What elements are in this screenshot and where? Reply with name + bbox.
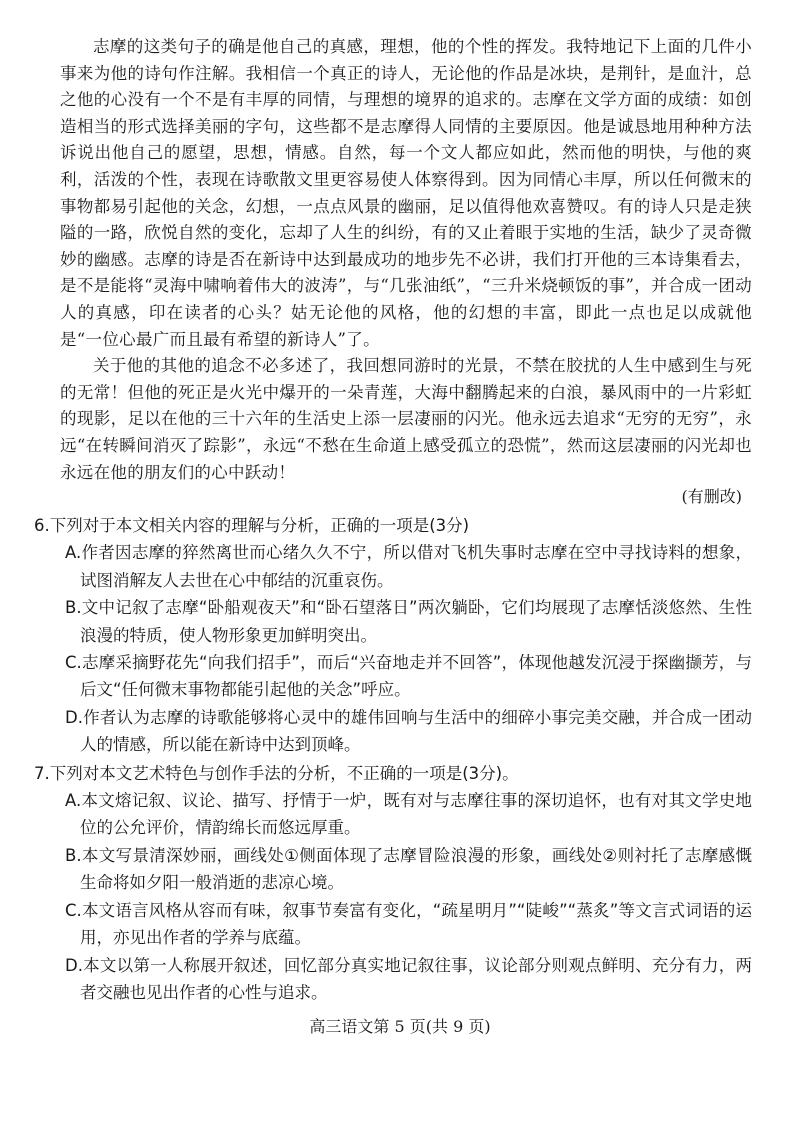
attribution-note: (有删改): [681, 487, 742, 506]
reading-passage: [60, 34, 752, 486]
question-section: [34, 512, 752, 1007]
passage-paragraph-1: 志摩的这类句子的确是他自己的真感，理想，他的个性的挥发。我特地记下上面的几件小事来为他的诗句作注解。我相信一个真正的诗人，无论他的作品是冰块，是荆针，是血汁，总之他的心没有一个不是有丰厚的同情，与理想的境界的追求的。志摩在文学方面的成绩：如创造相当的形式选择美丽的字句，这些都不是志摩得人同情的主要原因。他是诚恳地用种种方法诉说出他自己的愿望，思想，情感。自然，每一个文人都应如此，然而他的明快，与他的爽利，活泼的个性，表现在诗歌散文里更容易使人体察得到。因为同情心丰厚，所以任何微末的事物都易引起他的关念，幻想，一点点风景的幽丽，足以值得他欢喜赞叹。有的诗人只是走狭隘的一路，欣悦自然的变化，忘却了人生的纠纷，有的又止着眼于实地的生活，缺少了灵奇微妙的幽感。志摩的诗是否在新诗中达到最成功的地步先不必讲，我们打开他的三本诗集看去，是不是能将“灵海中啸响着伟大的波涛”，与“几张油纸”，“三升米烧顿饭的事”，并合成一团动人的真感，印在读者的心头？姑无论他的风格，他的幻想的丰富，即此一点也足以成就他是“一位心最广而且最有希望的新诗人”了。: [60, 37, 752, 349]
question-7: [34, 760, 752, 1007]
option-d: D.本文以第一人称展开叙述，回忆部分真实地记叙往事，议论部分则观点鲜明、充分有力，两者交融也见出作者的心性与追求。: [65, 955, 752, 1002]
passage-paragraph-2: 关于他的其他的追念不必多述了，我回想同游时的光景，不禁在胶扰的人生中感到生与死的无常！但他的死正是火光中爆开的一朵青莲，大海中翻腾起来的白浪，暴风雨中的一片彩虹的现影，足以在他的三十六年的生活史上添一层凄丽的闪光。他永远去追求“无穷的无穷”，永远“在转瞬间消灭了踪影”，永远“不愁在生命道上感受孤立的恐慌”，然而这层凄丽的闪光却也永远在他的朋友们的心中跃动！: [60, 356, 752, 482]
page-footer: 高三语文第 5 页(共 9 页): [309, 1017, 491, 1036]
option-d: D.作者认为志摩的诗歌能够将心灵中的雄伟回响与生活中的细碎小事完美交融，并合成一团动人的情感，所以能在新诗中达到顶峰。: [65, 707, 752, 755]
option-a: A.作者因志摩的猝然离世而心绪久久不宁，所以借对飞机失事时志摩在空中寻找诗料的想象，试图消解友人去世在心中郁结的沉重哀伤。: [65, 543, 752, 590]
option-c: C.本文语言风格从容而有味，叙事节奏富有变化，“疏星明月”“陡峻”“蒸炙”等文言式词语的运用，亦见出作者的学养与底蕴。: [65, 900, 752, 948]
option-c: C.志摩采摘野花先“向我们招手”，而后“兴奋地走并不回答”，体现他越发沉浸于探幽撷芳，与后文“任何微末事物都能引起他的关念”呼应。: [65, 653, 752, 700]
question-stem: 7.下列对本文艺术特色与创作手法的分析，不正确的一项是(3分)。: [34, 763, 519, 783]
option-b: B.本文写景清深妙丽，画线处①侧面体现了志摩冒险浪漫的形象，画线处②则衬托了志摩感慨生命将如夕阳一般消逝的悲凉心境。: [65, 845, 752, 893]
option-b: B.文中记叙了志摩“卧船观夜天”和“卧石望落日”两次躺卧，它们均展现了志摩恬淡悠然、生性浪漫的特质，使人物形象更加鲜明突出。: [65, 598, 752, 645]
question-stem: 6.下列对于本文相关内容的理解与分析，正确的一项是(3分): [34, 516, 470, 535]
question-6: [34, 512, 752, 759]
option-a: A.本文熔记叙、议论、描写、抒情于一炉，既有对与志摩往事的深切追怀，也有对其文学史地位的公允评价，情韵绵长而悠远厚重。: [65, 791, 752, 838]
